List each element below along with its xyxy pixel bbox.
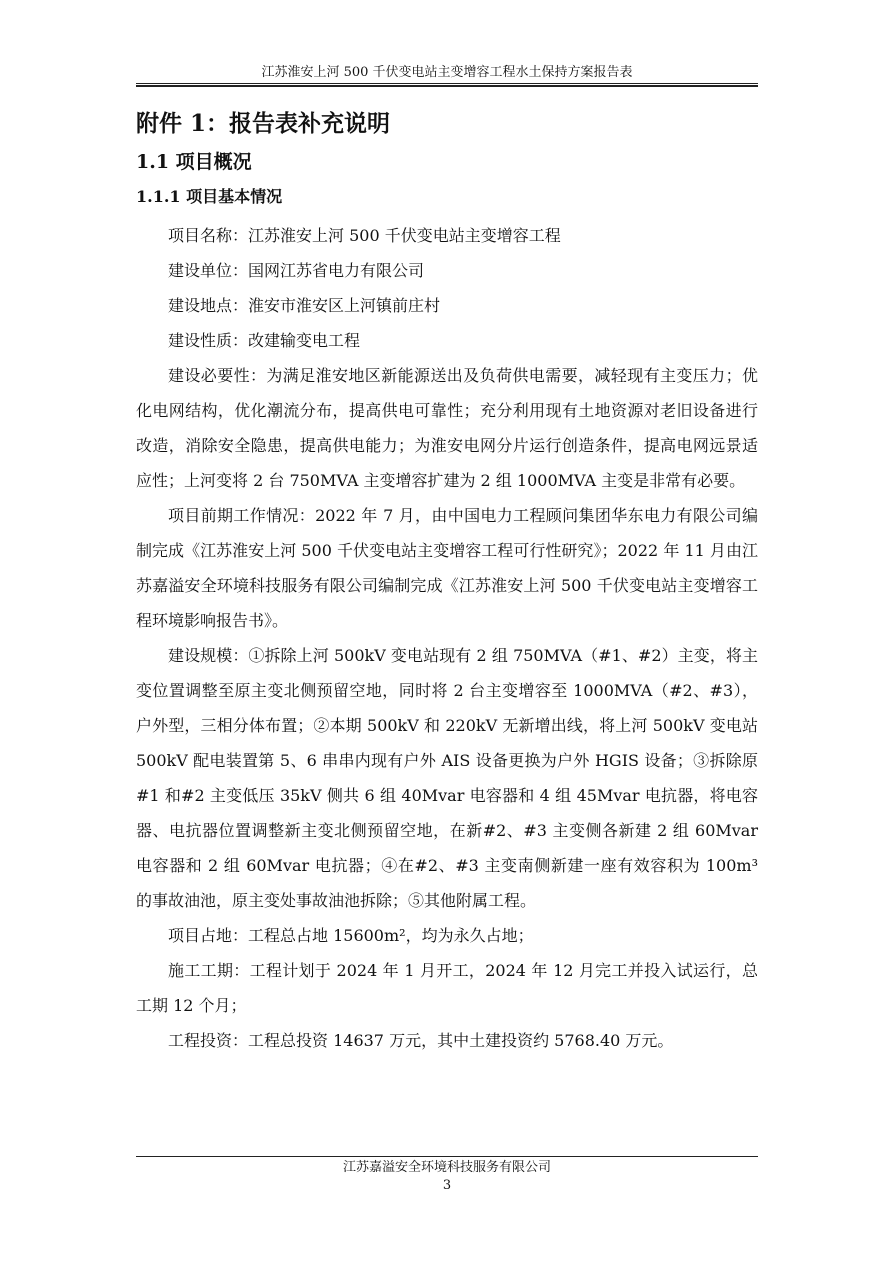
section-heading: 1.1 项目概况	[136, 151, 252, 173]
header-divider	[136, 83, 758, 84]
paragraph-construction-unit: 建设单位：国网江苏省电力有限公司	[168, 261, 425, 280]
running-header: 江苏淮安上河 500 千伏变电站主变增容工程水土保持方案报告表	[261, 65, 633, 80]
paragraph-location: 建设地点：淮安市淮安区上河镇前庄村	[168, 296, 441, 315]
paragraph-land-occupation: 项目占地：工程总占地 15600m²，均为永久占地；	[168, 926, 534, 945]
footer-company: 江苏嘉溢安全环境科技服务有限公司	[342, 1160, 551, 1175]
paragraph-scale: 建设规模：①拆除上河 500kV 变电站现有 2 组 750MVA（#1、#2）主变，将主变位置调整至原主变北侧预留空地，同时将 2 台主变增容至 1000MVA（#2、#3），户外型，三相分体布置；②本期 500kV 和 220kV 无新增出线，将上河 500kV 变电站 500kV 配电装置第 5、6 串串内现有户外 AIS 设备更换为户外 HGIS 设备；③拆除原#1 和#2 主变低压 35kV 侧共 6 组 40Mvar 电容器和 4 组 45Mvar 电抗器，将电容器、电抗器位置调整新主变北侧预留空地，在新#2、#3 主变侧各新建 2 组 60Mvar 电容器和 2 组 60Mvar 电抗器；④在#2、#3 主变南侧新建一座有效容积为 100m³ 的事故油池，原主变处事故油池拆除；⑤其他附属工程。	[136, 646, 758, 910]
paragraph-investment: 工程投资：工程总投资 14637 万元，其中土建投资约 5768.40 万元。	[168, 1031, 674, 1050]
header-divider-thick	[136, 85, 758, 87]
paragraph-nature: 建设性质：改建输变电工程	[168, 331, 361, 350]
paragraph-schedule: 施工工期：工程计划于 2024 年 1 月开工，2024 年 12 月完工并投入试运行，总工期 12 个月；	[136, 961, 758, 1015]
appendix-title: 附件 1：报告表补充说明	[136, 110, 391, 137]
paragraph-project-name: 项目名称：江苏淮安上河 500 千伏变电站主变增容工程	[168, 226, 561, 245]
document-body	[136, 106, 758, 1058]
footer-divider	[136, 1156, 758, 1157]
paragraph-necessity: 建设必要性：为满足淮安地区新能源送出及负荷供电需要，减轻现有主变压力；优化电网结构，优化潮流分布，提高供电可靠性；充分利用现有土地资源对老旧设备进行改造，消除安全隐患，提高供电能力；为淮安电网分片运行创造条件，提高电网远景适应性；上河变将 2 台 750MVA 主变增容扩建为 2 组 1000MVA 主变是非常有必要。	[136, 366, 758, 490]
paragraph-preliminary-work: 项目前期工作情况：2022 年 7 月，由中国电力工程顾问集团华东电力有限公司编制完成《江苏淮安上河 500 千伏变电站主变增容工程可行性研究》；2022 年 11 月由江苏嘉溢安全环境科技服务有限公司编制完成《江苏淮安上河 500 千伏变电站主变增容工程环境影响报告书》。	[136, 506, 758, 630]
page-number: 3	[442, 1178, 452, 1193]
subsection-heading: 1.1.1 项目基本情况	[136, 187, 283, 206]
